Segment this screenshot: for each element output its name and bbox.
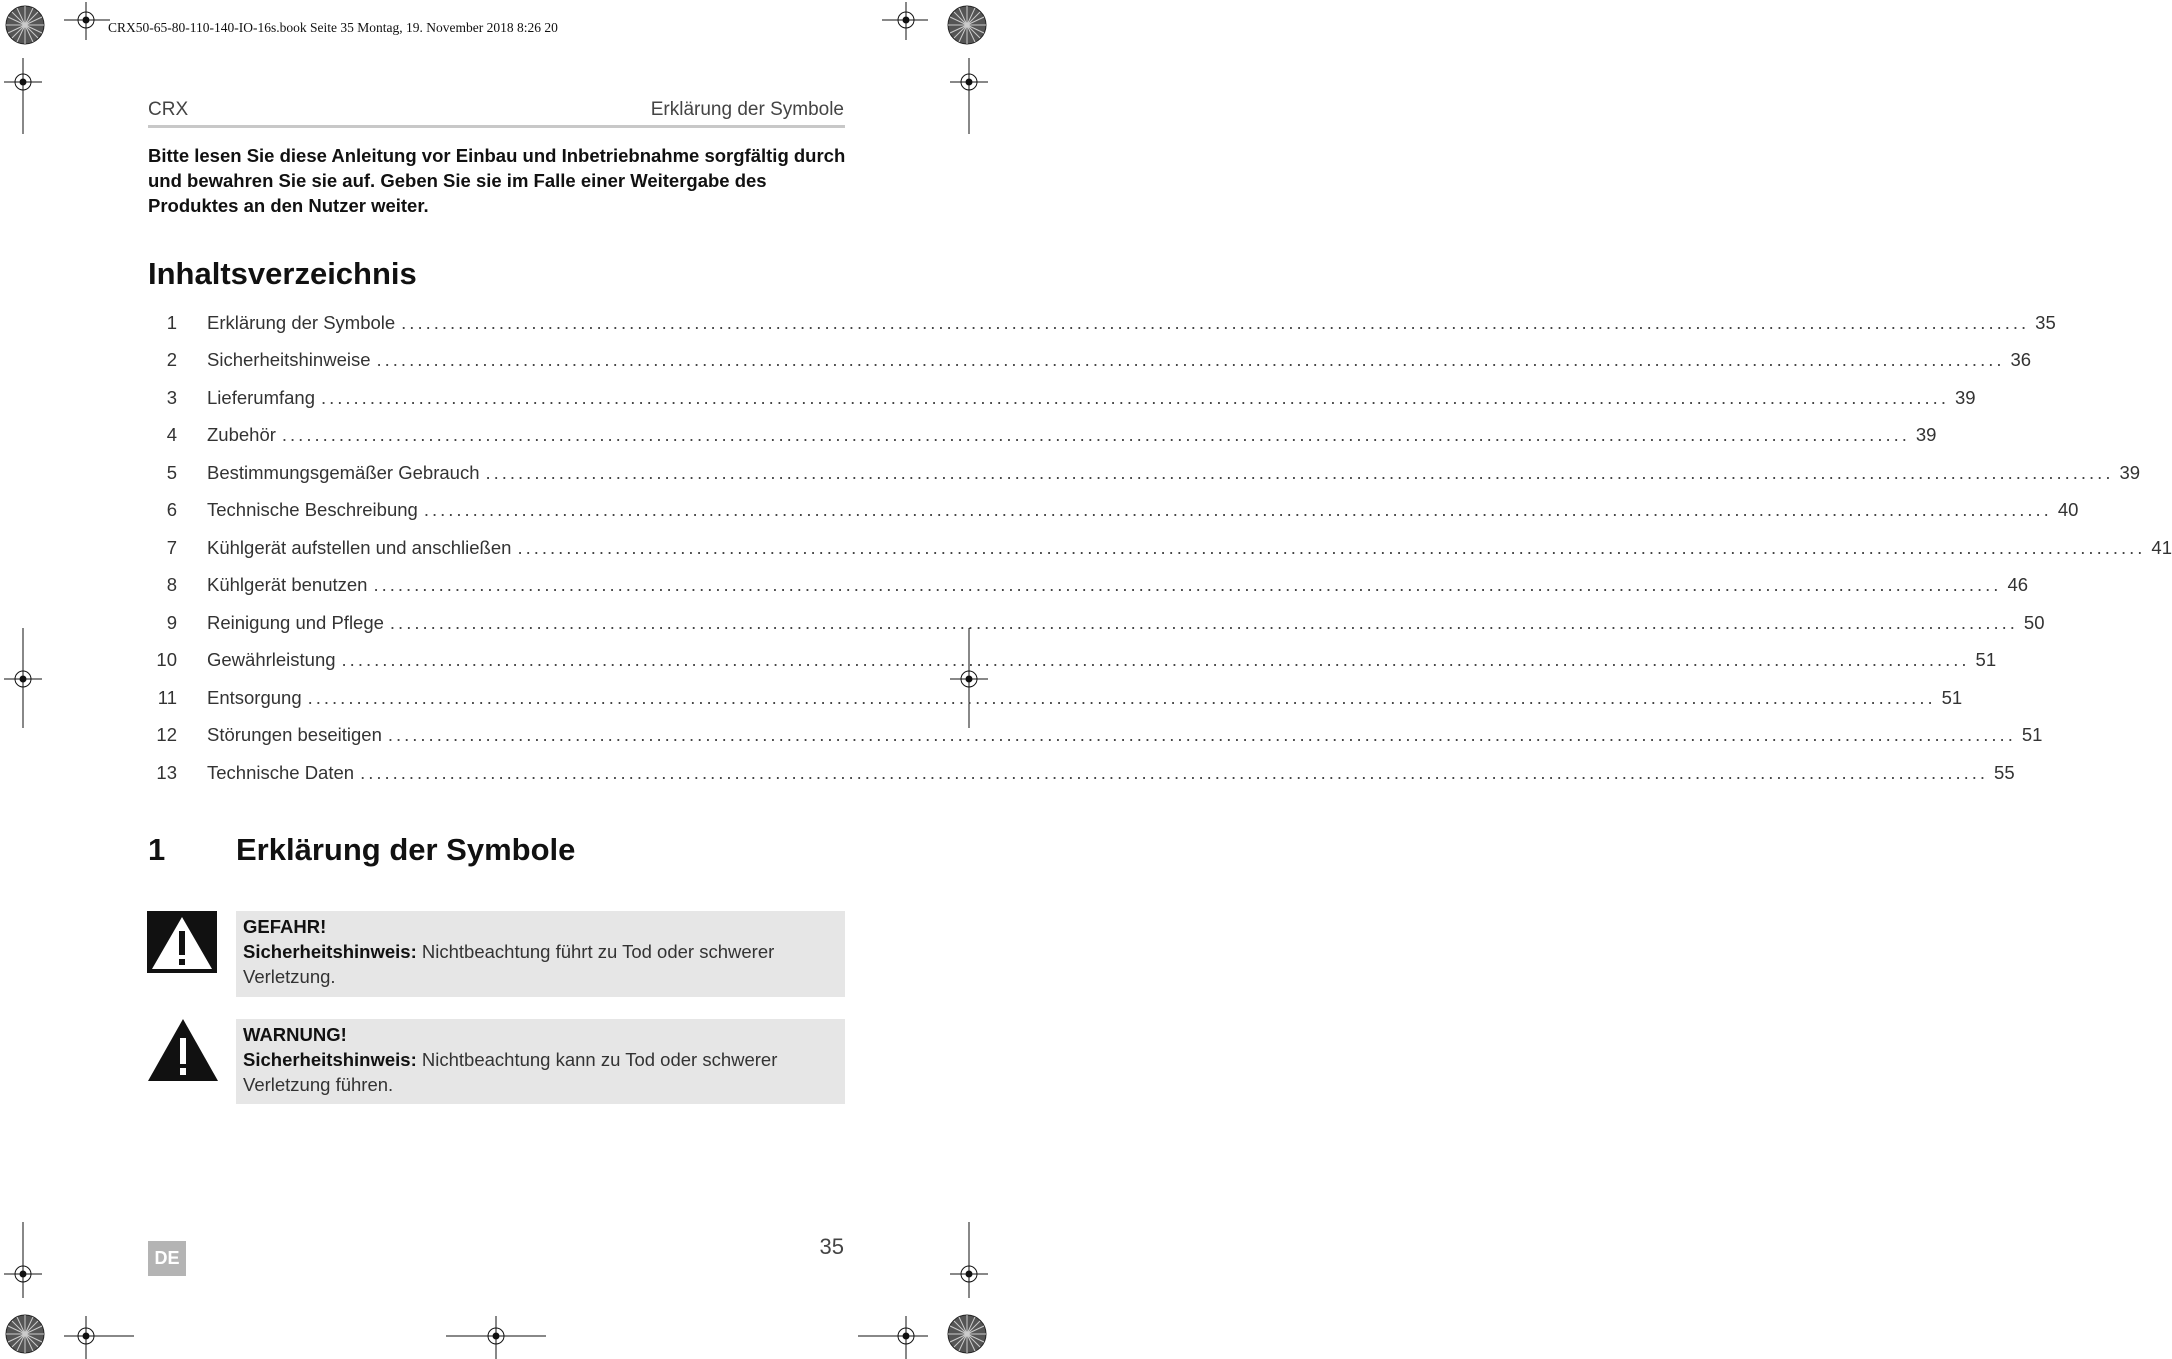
- warning-square-icon: [147, 911, 217, 978]
- crop-mark-bottom-center: [444, 1314, 548, 1359]
- toc-entry[interactable]: [148, 567, 2029, 605]
- warning-notice-text: Nichtbeachtung kann zu Tod oder schwerer Verletzung führen.: [243, 1049, 778, 1095]
- toc-leader-dots: ........................................................................................................................................................................................................: [360, 761, 1989, 783]
- crop-mark-top-right: [880, 0, 932, 45]
- toc-leader-dots: ........................................................................................................................................................................................................: [373, 574, 2002, 596]
- toc-entry-number: 5: [166, 461, 177, 483]
- toc-entry-number: 13: [156, 761, 177, 783]
- toc-entry-page: 39: [1954, 386, 1976, 408]
- danger-notice-label: Sicherheitshinweis:: [243, 941, 417, 962]
- crop-mark-left-lower: [0, 1222, 45, 1298]
- toc-entry-number: 2: [166, 349, 177, 371]
- crop-mark-bottom-left: [60, 1314, 136, 1359]
- crop-mark-bottom-right: [856, 1314, 932, 1359]
- header-rule: [148, 125, 845, 128]
- section-number: 1: [148, 832, 166, 867]
- toc-entry[interactable]: [148, 492, 2079, 530]
- toc-entry[interactable]: [148, 717, 2043, 755]
- toc-leader-dots: ........................................................................................................................................................................................................: [485, 461, 2114, 483]
- crop-mark-top-left: [60, 0, 112, 45]
- toc-entry-title: Technische Daten: [207, 761, 355, 783]
- toc-leader-dots: ........................................................................................................................................................................................................: [517, 536, 2146, 558]
- section-title: Erklärung der Symbole: [236, 832, 576, 867]
- warning-triangle-icon: [147, 1018, 219, 1087]
- warning-notice: [236, 1019, 845, 1104]
- registration-mark-top-right: [942, 0, 992, 50]
- crop-mark-right-lower: [947, 1222, 992, 1298]
- toc-leader-dots: ........................................................................................................................................................................................................: [376, 349, 2005, 371]
- toc-entry-page: 36: [2010, 349, 2032, 371]
- toc-entry-page: 50: [2023, 611, 2045, 633]
- toc-entry-title: Störungen beseitigen: [207, 724, 382, 746]
- toc-entry-page: 51: [1975, 649, 1997, 671]
- danger-notice: [236, 911, 845, 997]
- toc-entry-page: 51: [1941, 686, 1963, 708]
- toc-entry-page: 35: [2035, 311, 2056, 333]
- registration-mark-bottom-right: [942, 1309, 992, 1359]
- page-number: 35: [819, 1234, 844, 1259]
- toc-entry[interactable]: [148, 604, 2045, 642]
- toc-entry-number: 12: [156, 724, 177, 746]
- toc-entry-number: 9: [166, 611, 177, 633]
- toc-entry-page: 41: [2151, 536, 2172, 558]
- toc-entry-title: Gewährleistung: [207, 649, 336, 671]
- crop-mark-left-middle: [0, 628, 45, 728]
- toc-entry-title: Kühlgerät benutzen: [207, 574, 368, 596]
- toc-leader-dots: ........................................................................................................................................................................................................: [320, 386, 1949, 408]
- crop-mark-right-middle: [947, 628, 992, 728]
- crop-mark-left-upper: [0, 58, 45, 134]
- toc-entry-page: 55: [1994, 761, 2015, 783]
- toc-entry-number: 6: [166, 499, 177, 521]
- toc-entry-title: Zubehör: [207, 424, 276, 446]
- toc-entry-title: Bestimmungsgemäßer Gebrauch: [207, 461, 480, 483]
- toc-leader-dots: ........................................................................................................................................................................................................: [307, 686, 1936, 708]
- toc-entry-title: Technische Beschreibung: [207, 499, 418, 521]
- toc-entry-page: 46: [2007, 574, 2029, 596]
- table-of-contents: [148, 304, 2172, 792]
- toc-entry-page: 40: [2057, 499, 2079, 521]
- toc-entry-number: 11: [157, 686, 177, 708]
- toc-entry[interactable]: [148, 529, 2172, 567]
- toc-entry-title: Sicherheitshinweise: [207, 349, 371, 371]
- toc-entry-page: 39: [1915, 424, 1937, 446]
- toc-entry-page: 39: [2119, 461, 2141, 483]
- toc-leader-dots: ........................................................................................................................................................................................................: [387, 724, 2016, 746]
- registration-mark-bottom-left: [0, 1309, 50, 1359]
- crop-mark-right-upper: [947, 58, 992, 134]
- warning-notice-label: Sicherheitshinweis:: [243, 1049, 417, 1070]
- toc-entry-title: Kühlgerät aufstellen und anschließen: [207, 536, 512, 558]
- toc-entry[interactable]: [148, 417, 1937, 455]
- toc-entry-number: 7: [166, 536, 177, 558]
- running-header-right: Erklärung der Symbole: [650, 99, 844, 120]
- toc-entry-number: 10: [156, 649, 177, 671]
- danger-signal-word: GEFAHR!: [243, 916, 327, 937]
- toc-entry-number: 4: [166, 424, 177, 446]
- toc-entry[interactable]: [148, 679, 1963, 717]
- toc-entry[interactable]: [148, 454, 2141, 492]
- toc-entry-number: 8: [166, 574, 177, 596]
- toc-entry-number: 1: [166, 311, 177, 333]
- toc-entry[interactable]: [148, 642, 1997, 680]
- registration-mark-top-left: [0, 0, 50, 50]
- toc-entry[interactable]: [148, 754, 2015, 792]
- toc-leader-dots: ........................................................................................................................................................................................................: [341, 649, 1970, 671]
- danger-notice-text: Nichtbeachtung führt zu Tod oder schwerer Verletzung.: [243, 941, 775, 987]
- toc-entry[interactable]: [148, 379, 1976, 417]
- toc-entry-title: Erklärung der Symbole: [207, 311, 396, 333]
- toc-entry[interactable]: [148, 342, 2032, 380]
- toc-entry-title: Lieferumfang: [207, 386, 315, 408]
- toc-entry[interactable]: [148, 304, 2056, 342]
- language-badge: DE: [148, 1241, 186, 1276]
- toc-entry-title: Entsorgung: [207, 686, 302, 708]
- intro-paragraph: Bitte lesen Sie diese Anleitung vor Einbau und Inbetriebnahme sorgfältig durch und bewahren Sie sie auf. Geben Sie sie im Falle einer Weitergabe des Produktes an den Nutzer weiter.: [148, 145, 846, 216]
- toc-leader-dots: ........................................................................................................................................................................................................: [401, 311, 2030, 333]
- toc-entry-title: Reinigung und Pflege: [207, 611, 384, 633]
- toc-leader-dots: ........................................................................................................................................................................................................: [423, 499, 2052, 521]
- toc-leader-dots: ........................................................................................................................................................................................................: [389, 611, 2018, 633]
- warning-signal-word: WARNUNG!: [243, 1024, 347, 1045]
- toc-title: Inhaltsverzeichnis: [148, 256, 417, 291]
- print-slug: CRX50-65-80-110-140-IO-16s.book Seite 35 Montag, 19. November 2018 8:26 20: [108, 20, 558, 35]
- toc-leader-dots: ........................................................................................................................................................................................................: [281, 424, 1910, 446]
- toc-entry-number: 3: [166, 386, 177, 408]
- running-header-left: CRX: [148, 99, 189, 120]
- toc-entry-page: 51: [2021, 724, 2043, 746]
